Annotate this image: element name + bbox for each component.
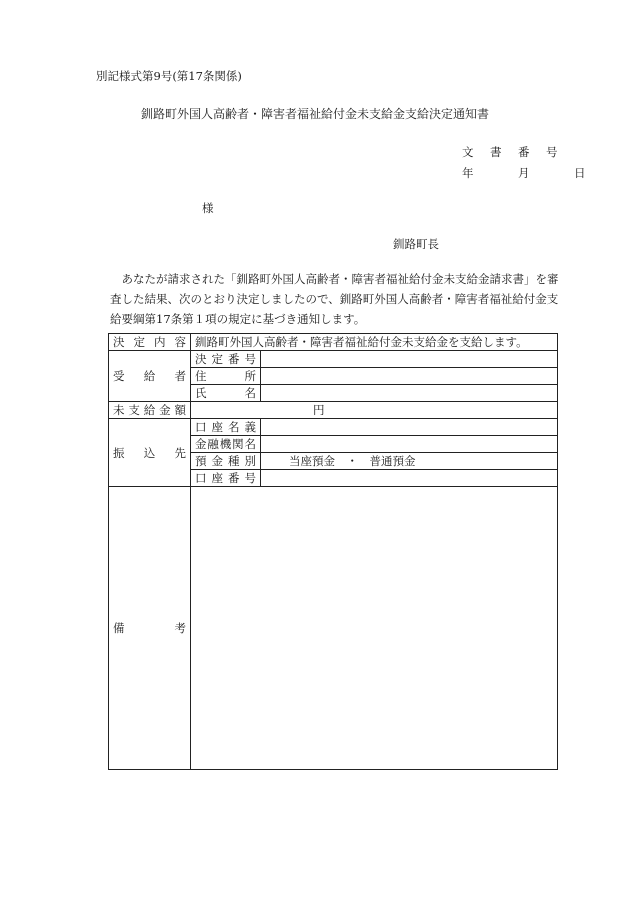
label-char: 別	[244, 454, 256, 468]
document-meta	[462, 142, 602, 184]
transfer-label	[109, 419, 191, 487]
label-char: 備	[113, 621, 125, 635]
doc-number-row	[462, 142, 602, 163]
amount-label	[109, 402, 191, 419]
label-char: 種	[228, 454, 240, 468]
decision-number-label	[191, 351, 261, 368]
label-char: 号	[244, 471, 256, 485]
label-char: 名	[244, 437, 256, 451]
label-char: 所	[244, 369, 256, 383]
date-char-day: 日	[574, 166, 586, 180]
date-gap	[490, 163, 518, 184]
label-char: 名	[228, 420, 240, 434]
recipient-label	[109, 351, 191, 402]
account-holder-label	[191, 419, 261, 436]
label-char: 番	[228, 352, 240, 366]
amount-field[interactable]	[191, 402, 558, 419]
table-row	[109, 487, 558, 770]
decision-label	[109, 334, 191, 351]
label-char: 機	[219, 437, 232, 451]
bank-name-field[interactable]	[261, 436, 558, 453]
label-char: 住	[195, 369, 207, 383]
label-char: 座	[211, 471, 223, 485]
label-char: 預	[195, 454, 207, 468]
address-label	[191, 368, 261, 385]
label-char: 口	[195, 471, 207, 485]
label-char: 先	[174, 445, 186, 460]
doc-number-char: 書	[490, 145, 502, 159]
table-row	[109, 419, 558, 436]
body-line: 給要綱第17条第１項の規定に基づき通知します。	[110, 312, 366, 326]
label-char: 氏	[195, 386, 207, 400]
label-char: 給	[143, 403, 156, 417]
label-char: 号	[244, 352, 256, 366]
account-holder-field[interactable]	[261, 419, 558, 436]
decision-value: 釧路町外国人高齢者・障害者福祉給付金未支給金を支給します。	[191, 334, 558, 351]
label-char: 口	[195, 420, 207, 434]
account-number-field[interactable]	[261, 470, 558, 487]
doc-number-char: 号	[546, 145, 558, 159]
name-field[interactable]	[261, 385, 558, 402]
account-number-label	[191, 470, 261, 487]
date-row	[462, 163, 602, 184]
label-char: 込	[143, 445, 156, 460]
document-title: 釧路町外国人高齢者・障害者福祉給付金未支給金支給決定通知書	[140, 107, 489, 121]
label-char: 関	[232, 437, 244, 451]
date-gap	[546, 163, 574, 184]
label-char: 金	[195, 437, 207, 451]
label-char: 未	[113, 403, 125, 417]
body-line: 査した結果、次のとおり決定しましたので、釧路町外国人高齢者・障害者福祉給付金支	[110, 292, 559, 306]
date-char-year: 年	[462, 166, 474, 180]
label-char: 考	[174, 621, 186, 635]
label-char: 金	[211, 454, 223, 468]
addressee-suffix: 様	[202, 201, 214, 215]
label-char: 定	[133, 335, 145, 349]
label-char: 額	[174, 403, 186, 417]
decision-number-field[interactable]	[261, 351, 558, 368]
label-char: 内	[154, 335, 166, 349]
body-line: あなたが請求された「釧路町外国人高齢者・障害者福祉給付金未支給金請求書」を審	[110, 272, 559, 286]
label-char: 受	[113, 369, 125, 383]
label-char: 名	[244, 386, 256, 400]
label-char: 番	[228, 471, 240, 485]
bank-name-label	[191, 436, 261, 453]
decision-table	[108, 333, 558, 770]
table-row	[109, 334, 558, 351]
date-char-month: 月	[518, 166, 530, 180]
label-char: 者	[174, 369, 186, 383]
table-row	[109, 402, 558, 419]
label-char: 金	[159, 403, 171, 417]
doc-number-char: 番	[518, 145, 530, 159]
body-text	[110, 269, 565, 329]
label-char: 支	[128, 403, 140, 417]
amount-unit: 円	[313, 403, 325, 417]
label-char: 決	[195, 352, 207, 366]
deposit-type-options[interactable]: 当座預金 ・ 普通預金	[261, 453, 558, 470]
form-label: 別記様式第9号(第17条関係)	[96, 69, 242, 83]
label-char: 定	[211, 352, 223, 366]
label-char: 給	[143, 369, 156, 383]
label-char: 座	[211, 420, 223, 434]
label-char: 振	[113, 445, 125, 460]
deposit-type-label	[191, 453, 261, 470]
label-char: 義	[244, 420, 256, 434]
remarks-field[interactable]	[191, 487, 558, 770]
issuer: 釧路町長	[393, 237, 439, 251]
label-char: 融	[207, 437, 219, 451]
table-row	[109, 351, 558, 368]
label-char: 決	[113, 335, 125, 349]
address-field[interactable]	[261, 368, 558, 385]
doc-number-char: 文	[462, 145, 474, 159]
name-label	[191, 385, 261, 402]
label-char: 容	[174, 335, 186, 349]
remarks-label	[109, 487, 191, 770]
